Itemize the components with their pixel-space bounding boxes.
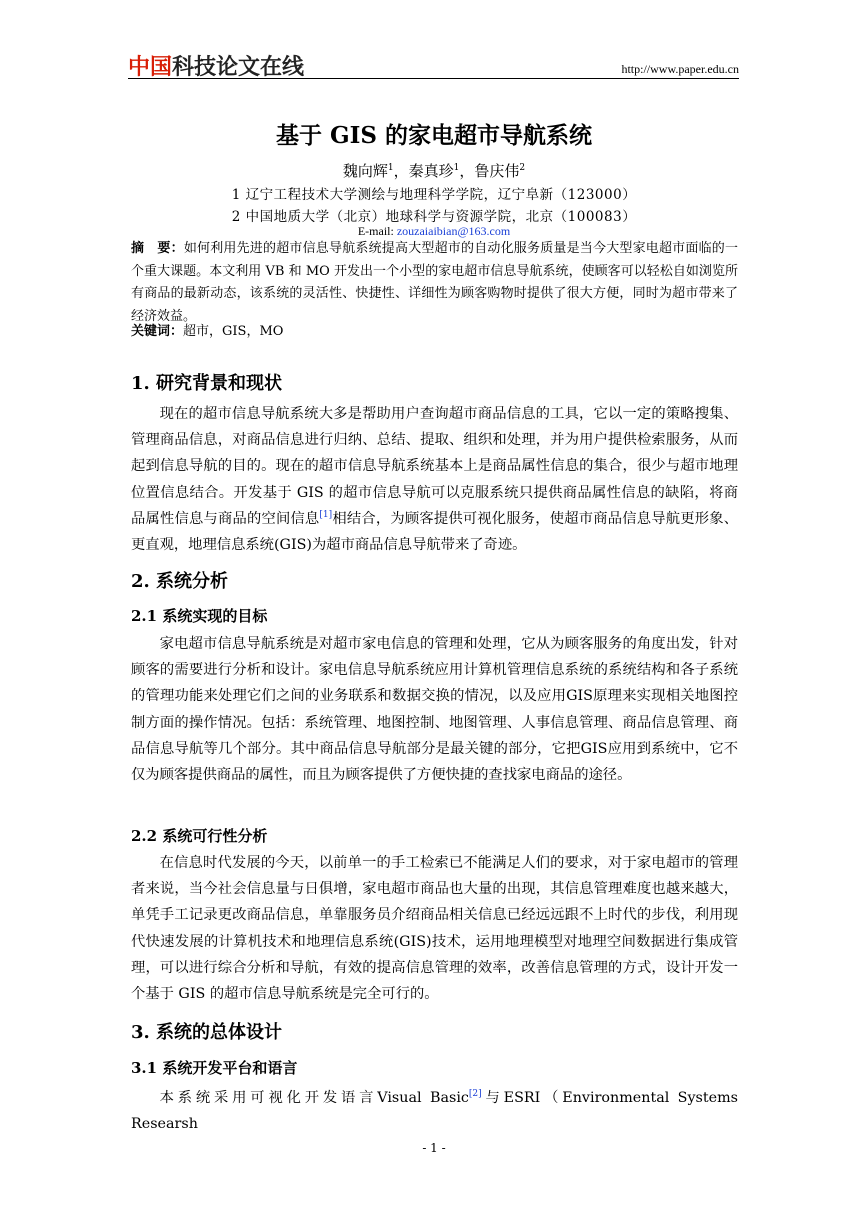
- subsection-3-1-paragraph: [131, 1085, 738, 1137]
- subsection-2-1-paragraph: 家电超市信息导航系统是对超市家电信息的管理和处理，它从为顾客服务的角度出发，针对顾客的需要进行分析和设计。家电信息导航系统应用计算机管理信息系统的系统结构和各子系统的管理功能来处理它们之间的业务联系和数据交换的情况，以及应用GIS原理来实现相关地图控制方面的操作情况。包括：系统管理、地图控制、地图管理、人事信息管理、商品信息管理、商品信息导航等几个部分。其中商品信息导航部分是最关键的部分，它把GIS应用到系统中，它不仅为顾客提供商品的属性，而且为顾客提供了方便快捷的查找家电商品的途径。: [131, 636, 738, 784]
- author-separator: ，: [393, 162, 409, 180]
- author-2: 秦真珍: [408, 162, 454, 180]
- abstract-label: 摘 要：: [131, 241, 184, 256]
- subsection-heading-2-1: 2.1 系统实现的目标: [131, 607, 268, 625]
- affiliation-1: 1 辽宁工程技术大学测绘与地理科学学院，辽宁阜新（123000）: [231, 187, 637, 203]
- author-3: 鲁庆伟: [474, 162, 520, 180]
- email-link[interactable]: zouzaiaibian@163.com: [396, 224, 511, 238]
- header-divider: [128, 78, 739, 79]
- keywords-label: 关键词：: [131, 324, 184, 339]
- subsection-heading-2-2: 2.2 系统可行性分析: [131, 827, 268, 845]
- keywords: [131, 320, 283, 339]
- citation-1[interactable]: [1]: [319, 509, 333, 520]
- section-1-paragraph: [131, 401, 738, 558]
- section-1-text-b: 相结合，为顾客提供可视化服务，使超市商品信息导航更形象、更直观，地理信息系统(GIS)为超市商品信息导航带来了奇迹。: [131, 510, 738, 554]
- site-logo[interactable]: [128, 50, 304, 81]
- author-1-affil: 1: [387, 163, 394, 173]
- page-number: - 1 -: [422, 1141, 446, 1155]
- keywords-text: 超市，GIS，MO: [183, 324, 284, 339]
- header-url-link[interactable]: http://www.paper.edu.cn: [621, 62, 739, 76]
- citation-2[interactable]: [2]: [468, 1089, 482, 1099]
- logo-text-red: 中国: [128, 55, 173, 80]
- subsection-2-2-paragraph: 在信息时代发展的今天，以前单一的手工检索已不能满足人们的要求，对于家电超市的管理者来说，当今社会信息量与日俱增，家电超市商品也大量的出现，其信息管理难度也越来越大，单凭手工记录更改商品信息，单靠服务员介绍商品相关信息已经远远跟不上时代的步伐，利用现代快速发展的计算机技术和地理信息系统(GIS)技术，运用地理模型对地理空间数据进行集成管理，可以进行综合分析和导航，有效的提高信息管理的效率，改善信息管理的方式，设计开发一个基于 GIS 的超市信息导航系统是完全可行的。: [131, 855, 738, 1003]
- author-3-affil: 2: [519, 163, 526, 173]
- author-1: 魏向辉: [342, 162, 388, 180]
- abstract: [131, 238, 738, 328]
- author-list: [0, 160, 868, 181]
- abstract-text: 如何利用先进的超市信息导航系统提高大型超市的自动化服务质量是当今大型家电超市面临的一个重大课题。本文利用 VB 和 MO 开发出一个小型的家电超市信息导航系统，使顾客可以轻松自如浏览所有商品的最新动态，该系统的灵活性、快捷性、详细性为顾客购物时提供了很大方便，同时为超市带来了经济效益。: [131, 241, 738, 324]
- section-1-text-a: 现在的超市信息导航系统大多是帮助用户查询超市商品信息的工具，它以一定的策略搜集、管理商品信息，对商品信息进行归纳、总结、提取、组织和处理，并为用户提供检索服务，从而起到信息导航的目的。现在的超市信息导航系统基本上是商品属性信息的集合，很少与超市地理位置信息结合。开发基于 GIS 的超市信息导航可以克服系统只提供商品属性信息的缺陷，将商品属性信息与商品的空间信息: [131, 406, 738, 527]
- section-heading-1: 1. 研究背景和现状: [131, 373, 283, 394]
- subsection-3-1-text-b: 与ESRI（Environmental Systems Researsh: [131, 1090, 738, 1133]
- subsection-heading-3-1: 3.1 系统开发平台和语言: [131, 1059, 298, 1077]
- paper-title: 基于 GIS 的家电超市导航系统: [275, 122, 593, 149]
- author-separator: ，: [459, 162, 475, 180]
- affiliation-2: 2 中国地质大学（北京）地球科学与资源学院，北京（100083）: [231, 209, 637, 225]
- logo-text-dark: 科技论文在线: [172, 55, 305, 80]
- subsection-3-1-text-a: 本系统采用可视化开发语言Visual Basic: [159, 1090, 469, 1106]
- section-heading-2: 2. 系统分析: [131, 571, 229, 592]
- author-2-affil: 1: [453, 163, 460, 173]
- section-heading-3: 3. 系统的总体设计: [131, 1022, 283, 1043]
- email-line: [0, 224, 868, 239]
- email-label: E-mail:: [357, 224, 397, 238]
